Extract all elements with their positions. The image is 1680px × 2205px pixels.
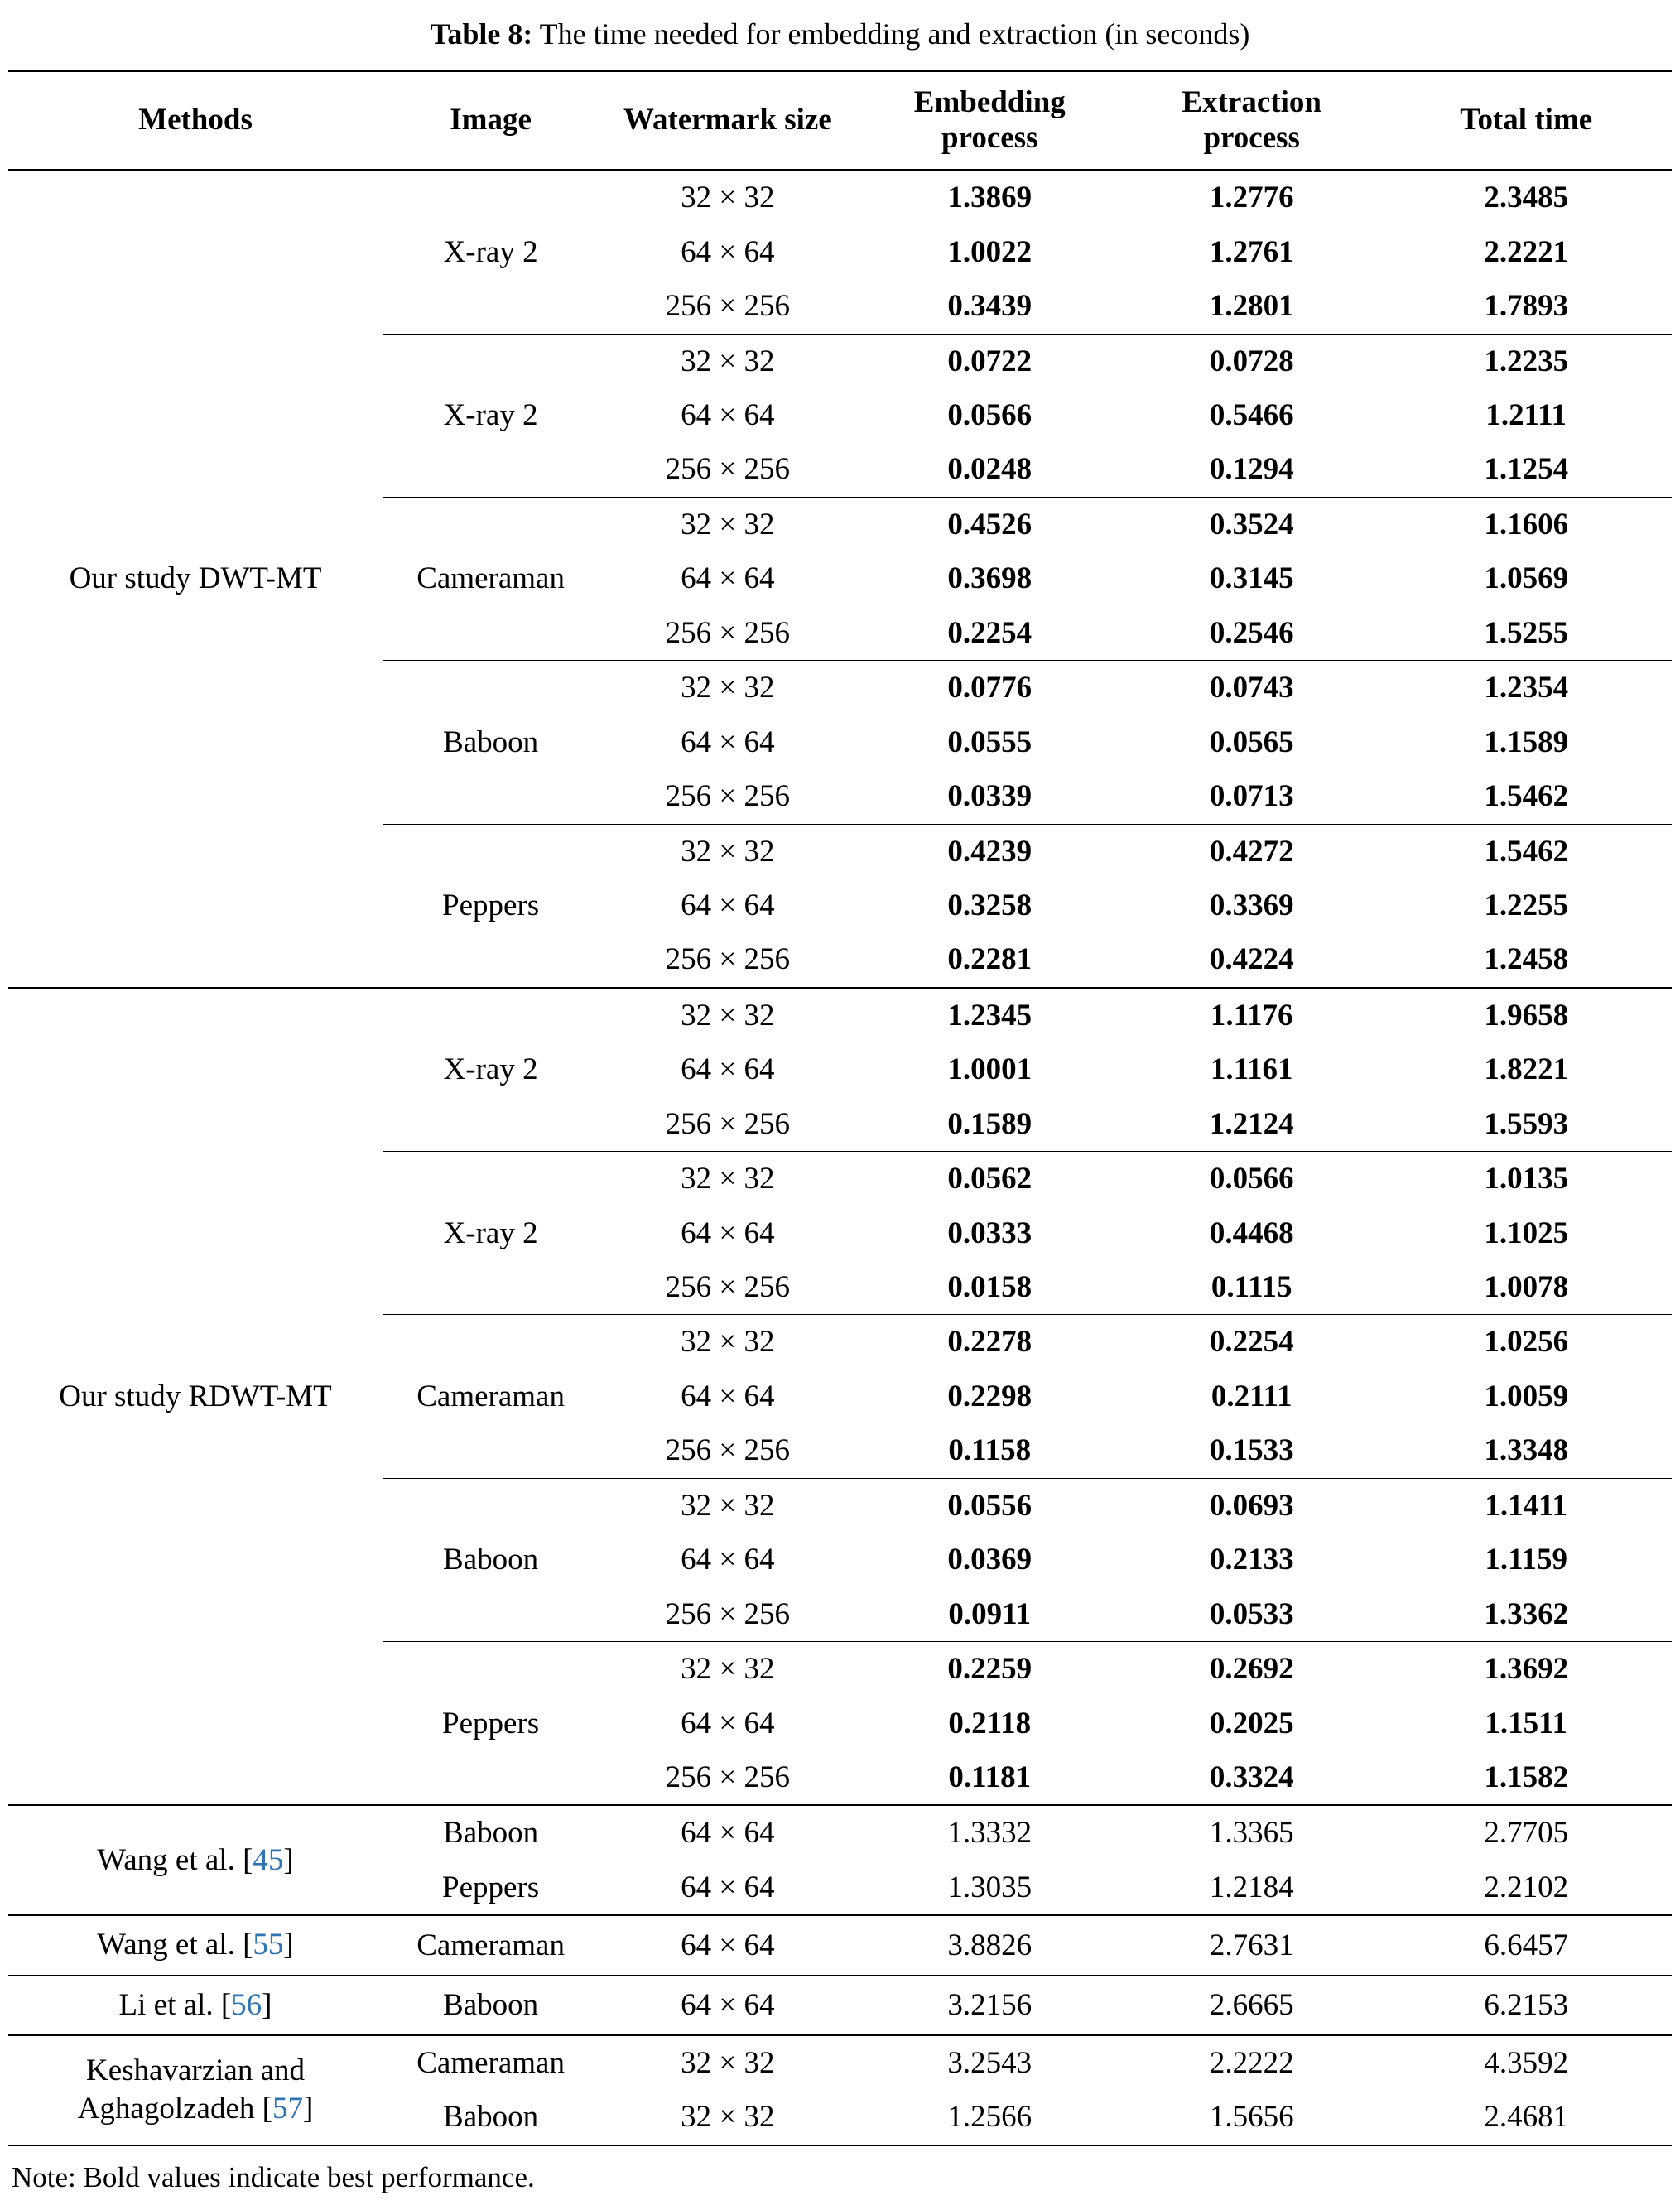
col-header-watermark-size-label: Watermark size xyxy=(623,103,832,137)
extraction-time-cell: 1.2776 xyxy=(1123,170,1380,224)
total-time-cell: 1.0059 xyxy=(1484,1379,1569,1413)
embedding-time-cell: 0.2254 xyxy=(947,615,1033,650)
total-time-cell: 1.1025 xyxy=(1484,1216,1569,1250)
image-name-cell: Baboon xyxy=(383,1805,599,1860)
table-note: Note: Bold values indicate best performance. xyxy=(12,2160,535,2193)
image-name-cell: Cameraman xyxy=(383,497,599,660)
total-time-cell: 1.1159 xyxy=(1485,1543,1568,1577)
col-header-embedding-process-label: Embedding process xyxy=(913,85,1066,155)
total-time-cell: 1.8221 xyxy=(1484,1052,1569,1087)
embedding-time-cell: 0.0776 xyxy=(857,661,1123,715)
citation-link[interactable]: 45 xyxy=(253,1842,284,1877)
embedding-time-cell: 0.0158 xyxy=(947,1270,1033,1305)
total-time-cell: 1.5462 xyxy=(1484,779,1569,814)
embedding-time-cell: 1.0022 xyxy=(947,234,1033,269)
extraction-time-cell: 1.1176 xyxy=(1123,988,1380,1042)
embedding-time-cell: 0.1158 xyxy=(948,1433,1032,1468)
embedding-time-cell: 1.3869 xyxy=(857,170,1123,224)
embedding-time-cell: 0.0722 xyxy=(857,334,1123,388)
total-time-cell: 4.3592 xyxy=(1380,2035,1672,2090)
citation-link[interactable]: 56 xyxy=(231,1987,262,2022)
col-header-image xyxy=(383,71,599,170)
extraction-time-cell: 0.2254 xyxy=(1123,1315,1380,1370)
watermark-size-cell: 64 × 64 xyxy=(599,1805,856,1860)
total-time-cell: 1.2458 xyxy=(1484,942,1569,977)
total-time-cell: 1.5462 xyxy=(1380,824,1672,879)
total-time-cell: 1.0078 xyxy=(1484,1270,1569,1305)
watermark-size-cell: 256 × 256 xyxy=(665,779,791,814)
watermark-size-cell: 32 × 32 xyxy=(599,1152,856,1206)
total-time-cell: 1.3348 xyxy=(1484,1433,1569,1468)
extraction-time-cell: 0.0566 xyxy=(1123,1152,1380,1206)
embedding-time-cell: 0.0911 xyxy=(948,1596,1032,1631)
watermark-size-cell: 32 × 32 xyxy=(599,1478,856,1533)
watermark-size-cell: 256 × 256 xyxy=(665,289,791,324)
total-time-cell: 1.7893 xyxy=(1484,289,1569,324)
image-name-cell: X-ray 2 xyxy=(383,334,599,497)
method-label: Wang et al. xyxy=(97,1842,235,1877)
table-row xyxy=(8,1805,1672,1860)
extraction-time-cell: 0.1533 xyxy=(1209,1433,1294,1468)
watermark-size-cell: 64 × 64 xyxy=(681,1216,775,1250)
table-caption-label: Table 8: xyxy=(430,17,533,51)
col-header-extraction-process xyxy=(1123,71,1380,170)
extraction-time-cell: 0.0713 xyxy=(1209,779,1294,814)
total-time-cell: 1.2235 xyxy=(1380,334,1672,388)
total-time-cell: 2.2221 xyxy=(1484,234,1569,269)
method-cell: Wang et al. [45] xyxy=(8,1805,383,1915)
extraction-time-cell: 1.3365 xyxy=(1123,1805,1380,1860)
extraction-time-cell: 0.4272 xyxy=(1123,824,1380,879)
total-time-cell: 1.0135 xyxy=(1380,1152,1672,1206)
embedding-time-cell: 0.0556 xyxy=(857,1478,1123,1533)
image-name-cell: Cameraman xyxy=(383,1315,599,1478)
table-caption-text: The time needed for embedding and extraction (in seconds) xyxy=(539,17,1250,51)
image-name-cell: Peppers xyxy=(383,824,599,988)
image-name-cell: X-ray 2 xyxy=(383,1152,599,1315)
embedding-time-cell: 0.2278 xyxy=(857,1315,1123,1370)
image-name-cell: X-ray 2 xyxy=(383,988,599,1152)
watermark-size-cell: 64 × 64 xyxy=(599,1915,856,1975)
embedding-time-cell: 3.8826 xyxy=(857,1915,1123,1975)
total-time-cell: 1.5593 xyxy=(1484,1106,1569,1141)
citation-link[interactable]: 57 xyxy=(272,2092,303,2126)
extraction-time-cell: 0.2133 xyxy=(1209,1543,1294,1577)
method-label: Our study RDWT-MT xyxy=(59,1379,332,1413)
extraction-time-cell: 0.3324 xyxy=(1209,1760,1294,1794)
table-header xyxy=(8,71,1672,170)
embedding-time-cell: 0.0369 xyxy=(947,1543,1033,1577)
total-time-cell: 6.2153 xyxy=(1380,1976,1672,2035)
watermark-size-cell: 256 × 256 xyxy=(665,615,791,650)
watermark-size-cell: 64 × 64 xyxy=(681,1870,775,1904)
watermark-size-cell: 256 × 256 xyxy=(665,1760,791,1794)
total-time-cell: 1.0569 xyxy=(1484,561,1569,596)
col-header-extraction-process-label: Extraction process xyxy=(1182,85,1321,155)
table-row xyxy=(8,170,1672,224)
total-time-cell: 1.2111 xyxy=(1485,398,1567,433)
header-row xyxy=(8,71,1672,170)
image-name-cell: Baboon xyxy=(443,2100,539,2135)
total-time-cell: 1.3692 xyxy=(1380,1642,1672,1697)
total-time-cell: 1.1254 xyxy=(1484,452,1569,487)
total-time-cell: 2.7705 xyxy=(1380,1805,1672,1860)
extraction-time-cell: 0.2692 xyxy=(1123,1642,1380,1697)
extraction-time-cell: 1.2184 xyxy=(1209,1870,1294,1904)
method-cell xyxy=(8,988,383,1806)
col-header-embedding-process xyxy=(857,71,1123,170)
table-row xyxy=(8,988,1672,1042)
watermark-size-cell: 32 × 32 xyxy=(681,2100,775,2135)
embedding-time-cell: 0.0339 xyxy=(947,779,1033,814)
watermark-size-cell: 32 × 32 xyxy=(599,988,856,1042)
table-body xyxy=(8,170,1672,2145)
total-time-cell: 2.4681 xyxy=(1484,2100,1569,2135)
method-label: Wang et al. xyxy=(97,1928,235,1962)
citation-link[interactable]: 55 xyxy=(253,1928,284,1962)
embedding-time-cell: 0.3439 xyxy=(947,289,1033,324)
image-name-cell: Baboon xyxy=(383,661,599,824)
watermark-size-cell: 256 × 256 xyxy=(665,452,791,487)
image-name-cell: Cameraman xyxy=(383,2035,599,2090)
image-name-cell: Baboon xyxy=(383,1478,599,1641)
embedding-time-cell: 0.2281 xyxy=(947,942,1033,977)
watermark-size-cell: 64 × 64 xyxy=(681,725,775,759)
method-cell: Li et al. [56] xyxy=(8,1976,383,2035)
total-time-cell: 1.1582 xyxy=(1484,1760,1569,1794)
watermark-size-cell: 64 × 64 xyxy=(681,1052,775,1087)
watermark-size-cell: 32 × 32 xyxy=(599,334,856,388)
watermark-size-cell: 32 × 32 xyxy=(599,497,856,551)
image-name-cell: X-ray 2 xyxy=(383,170,599,334)
image-name-cell: Peppers xyxy=(442,1870,540,1904)
col-header-total-time xyxy=(1380,71,1672,170)
embedding-time-cell: 1.3332 xyxy=(857,1805,1123,1860)
total-time-cell: 1.1511 xyxy=(1485,1706,1568,1740)
image-name-cell: Peppers xyxy=(383,1642,599,1806)
embedding-time-cell: 1.3035 xyxy=(947,1870,1033,1904)
total-time-cell: 1.5255 xyxy=(1484,615,1569,650)
extraction-time-cell: 0.1294 xyxy=(1209,452,1294,487)
total-time-cell: 2.3485 xyxy=(1380,170,1672,224)
extraction-time-cell: 2.7631 xyxy=(1123,1915,1380,1975)
total-time-cell: 1.1411 xyxy=(1380,1478,1672,1533)
embedding-time-cell: 0.2118 xyxy=(948,1706,1032,1740)
col-header-watermark-size xyxy=(599,71,856,170)
embedding-time-cell: 0.4239 xyxy=(857,824,1123,879)
extraction-time-cell: 0.0728 xyxy=(1123,334,1380,388)
embedding-time-cell: 0.1181 xyxy=(948,1760,1032,1794)
results-table xyxy=(8,70,1672,2145)
watermark-size-cell: 64 × 64 xyxy=(681,561,775,596)
watermark-size-cell: 64 × 64 xyxy=(681,888,775,922)
extraction-time-cell: 2.2222 xyxy=(1123,2035,1380,2090)
watermark-size-cell: 64 × 64 xyxy=(599,1976,856,2035)
embedding-time-cell: 0.0566 xyxy=(947,398,1033,433)
method-label: Our study DWT-MT xyxy=(69,561,322,595)
embedding-time-cell: 1.2566 xyxy=(947,2100,1033,2135)
total-time-cell: 1.2255 xyxy=(1484,888,1569,922)
watermark-size-cell: 64 × 64 xyxy=(681,234,775,269)
extraction-time-cell: 1.2124 xyxy=(1209,1106,1294,1141)
extraction-time-cell: 0.0533 xyxy=(1209,1596,1294,1631)
extraction-time-cell: 0.2546 xyxy=(1209,615,1294,650)
method-cell: Wang et al. [55] xyxy=(8,1915,383,1975)
table-caption xyxy=(8,13,1672,70)
embedding-time-cell: 1.0001 xyxy=(947,1052,1033,1087)
embedding-time-cell: 0.3258 xyxy=(947,888,1033,922)
total-time-cell: 1.2354 xyxy=(1380,661,1672,715)
watermark-size-cell: 64 × 64 xyxy=(681,1379,775,1413)
table-row xyxy=(8,2035,1672,2090)
embedding-time-cell: 0.1589 xyxy=(947,1106,1033,1141)
method-cell: Keshavarzian and Aghagolzadeh [57] xyxy=(8,2035,383,2145)
total-time-cell: 1.9658 xyxy=(1380,988,1672,1042)
embedding-time-cell: 3.2543 xyxy=(857,2035,1123,2090)
total-time-cell: 1.3362 xyxy=(1484,1596,1569,1631)
embedding-time-cell: 0.2298 xyxy=(947,1379,1033,1413)
extraction-time-cell: 0.4224 xyxy=(1209,942,1294,977)
embedding-time-cell: 1.2345 xyxy=(857,988,1123,1042)
embedding-time-cell: 0.3698 xyxy=(947,561,1033,596)
embedding-time-cell: 3.2156 xyxy=(857,1976,1123,2035)
extraction-time-cell: 1.2801 xyxy=(1209,289,1294,324)
watermark-size-cell: 32 × 32 xyxy=(599,661,856,715)
embedding-time-cell: 0.0333 xyxy=(947,1216,1033,1250)
extraction-time-cell: 0.0693 xyxy=(1123,1478,1380,1533)
extraction-time-cell: 0.3524 xyxy=(1123,497,1380,551)
watermark-size-cell: 256 × 256 xyxy=(665,942,791,977)
extraction-time-cell: 0.2111 xyxy=(1211,1379,1292,1413)
table-row xyxy=(8,1976,1672,2035)
extraction-time-cell: 0.3369 xyxy=(1209,888,1294,922)
extraction-time-cell: 0.4468 xyxy=(1209,1216,1294,1250)
extraction-time-cell: 1.1161 xyxy=(1210,1052,1293,1087)
extraction-time-cell: 0.2025 xyxy=(1209,1706,1294,1740)
total-time-cell: 1.1589 xyxy=(1484,725,1569,759)
col-header-methods-label: Methods xyxy=(138,103,253,137)
watermark-size-cell: 256 × 256 xyxy=(665,1106,791,1141)
table-row xyxy=(8,1915,1672,1975)
method-label: Li et al. xyxy=(118,1987,214,2022)
embedding-time-cell: 0.0248 xyxy=(947,452,1033,487)
image-name-cell: Baboon xyxy=(383,1976,599,2035)
col-header-total-time-label: Total time xyxy=(1460,103,1593,137)
extraction-time-cell: 1.5656 xyxy=(1209,2100,1294,2135)
watermark-size-cell: 32 × 32 xyxy=(599,1642,856,1697)
embedding-time-cell: 0.4526 xyxy=(857,497,1123,551)
watermark-size-cell: 64 × 64 xyxy=(681,1706,775,1740)
watermark-size-cell: 32 × 32 xyxy=(599,170,856,224)
paper-table-page xyxy=(8,13,1672,2194)
extraction-time-cell: 2.6665 xyxy=(1123,1976,1380,2035)
extraction-time-cell: 0.3145 xyxy=(1209,561,1294,596)
total-time-cell: 1.1606 xyxy=(1380,497,1672,551)
extraction-time-cell: 0.1115 xyxy=(1211,1270,1292,1305)
watermark-size-cell: 64 × 64 xyxy=(681,1543,775,1577)
extraction-time-cell: 0.0565 xyxy=(1209,725,1294,759)
watermark-size-cell: 256 × 256 xyxy=(665,1596,791,1631)
watermark-size-cell: 256 × 256 xyxy=(665,1433,791,1468)
embedding-time-cell: 0.2259 xyxy=(857,1642,1123,1697)
embedding-time-cell: 0.0562 xyxy=(857,1152,1123,1206)
total-time-cell: 2.2102 xyxy=(1484,1870,1569,1904)
method-label: Keshavarzian and Aghagolzadeh xyxy=(77,2053,306,2126)
col-header-methods xyxy=(8,71,383,170)
watermark-size-cell: 32 × 32 xyxy=(599,824,856,879)
extraction-time-cell: 0.0743 xyxy=(1123,661,1380,715)
extraction-time-cell: 1.2761 xyxy=(1209,234,1294,269)
watermark-size-cell: 32 × 32 xyxy=(599,1315,856,1370)
total-time-cell: 1.0256 xyxy=(1380,1315,1672,1370)
total-time-cell: 6.6457 xyxy=(1380,1915,1672,1975)
embedding-time-cell: 0.0555 xyxy=(947,725,1033,759)
watermark-size-cell: 256 × 256 xyxy=(665,1270,791,1305)
watermark-size-cell: 32 × 32 xyxy=(599,2035,856,2090)
watermark-size-cell: 64 × 64 xyxy=(681,398,775,433)
extraction-time-cell: 0.5466 xyxy=(1209,398,1294,433)
method-cell xyxy=(8,170,383,988)
col-header-image-label: Image xyxy=(450,103,532,137)
image-name-cell: Cameraman xyxy=(383,1915,599,1975)
